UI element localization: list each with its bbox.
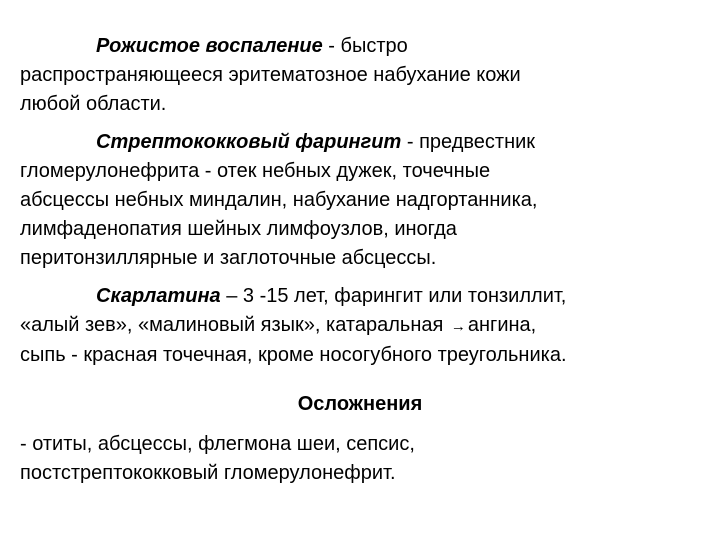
erysipelas-first-line: - быстро [322, 35, 408, 57]
text-line: перитонзиллярные и заглоточные абсцессы. [20, 247, 437, 269]
complications-heading: Осложнения [297, 393, 423, 415]
text-line: абсцессы небных миндалин, набухание надгортанника, [20, 189, 538, 211]
text-line: постстрептококковый гломерулонефрит. [20, 462, 396, 484]
text-line: - отиты, абсцессы, флегмона шеи, сепсис, [20, 433, 415, 455]
slide-text [20, 32, 700, 497]
scarlet-line2-end: ангина, [467, 314, 537, 336]
scarlet-first-line: – 3 -15 лет, фарингит или тонзиллит, [220, 285, 567, 307]
arrow-icon: → [450, 318, 466, 335]
text-line: гломерулонефрита - отек небных дужек, точечные [20, 160, 491, 182]
text-line: сыпь - красная точечная, кроме носогубного треугольника. [20, 344, 567, 366]
paragraph-strep-pharyngitis [20, 128, 700, 273]
scarlet-line2-start: «алый зев», «малиновый язык», катаральная [20, 314, 449, 336]
term-strep-pharyngitis: Стрептококковый фарингит [96, 131, 402, 153]
term-scarlet-fever: Скарлатина [96, 285, 221, 307]
text-line: лимфаденопатия шейных лимфоузлов, иногда [20, 218, 457, 240]
paragraph-erysipelas [20, 32, 700, 119]
paragraph-complications [20, 430, 700, 488]
text-line [20, 311, 700, 341]
term-erysipelas: Рожистое воспаление [96, 35, 323, 57]
paragraph-scarlet-fever [20, 282, 700, 370]
text-line: любой области. [20, 93, 167, 115]
text-line: распространяющееся эритематозное набухание кожи [20, 64, 521, 86]
strep-first-line: - предвестник [401, 131, 536, 153]
